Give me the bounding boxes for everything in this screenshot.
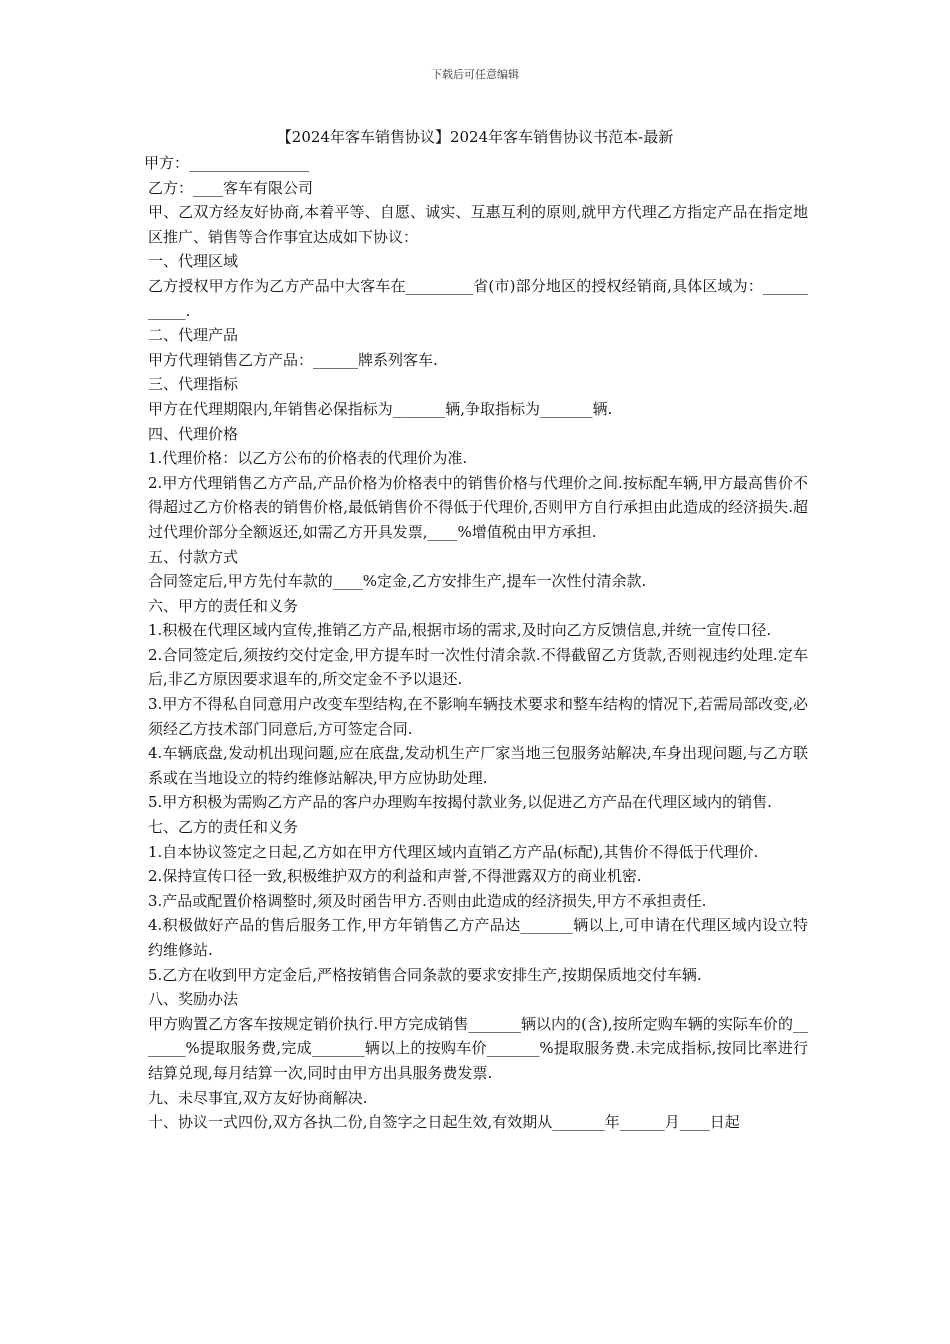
section-heading-rewards: 八、奖励办法: [148, 990, 239, 1009]
section-heading-party-b-duties: 七、乙方的责任和义务: [148, 818, 299, 837]
paragraph-party-b-duty-1: 1.自本协议签定之日起,乙方如在甲方代理区域内直销乙方产品(标配),其售价不得低于代理价.: [148, 842, 759, 861]
paragraph-agency-area: 乙方授权甲方作为乙方产品中大客车在_________省(市)部分地区的授权经销商,具体区域为：___________.: [148, 276, 808, 320]
paragraph-party-a-duty-5: 5.甲方积极为需购乙方产品的客户办理购车按揭付款业务,以促进乙方产品在代理区域内的销售.: [148, 793, 772, 812]
section-heading-agency-price: 四、代理价格: [148, 424, 239, 443]
page-header-note: 下载后可任意编辑: [431, 68, 519, 81]
paragraph-party-a-duty-1: 1.积极在代理区域内宣传,推销乙方产品,根据市场的需求,及时向乙方反馈信息,并统一宣传口径.: [148, 621, 772, 640]
document-body: [144, 151, 808, 1135]
paragraph-party-a-duty-4: 4.车辆底盘,发动机出现问题,应在底盘,发动机生产厂家当地三包服务站解决,车身出现问题,与乙方联系或在当地设立的特约维修站解决,甲方应协助处理.: [148, 744, 808, 787]
paragraph-party-b-duty-5: 5.乙方在收到甲方定金后,严格按销售合同条款的要求安排生产,按期保质地交付车辆.: [148, 965, 702, 984]
section-heading-payment: 五、付款方式: [148, 547, 239, 566]
paragraph-party-b-duty-4: 4.积极做好产品的售后服务工作,甲方年销售乙方产品达_______辆以上,可申请在代理区域内设立特约维修站.: [148, 916, 808, 959]
section-heading-agency-products: 二、代理产品: [148, 326, 239, 345]
paragraph-party-b-duty-3: 3.产品或配置价格调整时,须及时函告甲方.否则由此造成的经济损失,甲方不承担责任.: [148, 891, 707, 910]
section-heading-agency-targets: 三、代理指标: [148, 375, 239, 394]
paragraph-party-b-duty-2: 2.保持宣传口径一致,积极维护双方的利益和声誉,不得泄露双方的商业机密.: [148, 867, 642, 886]
paragraph-agency-targets: 甲方在代理期限内,年销售必保指标为_______辆,争取指标为_______辆.: [148, 399, 613, 418]
paragraph-payment: 合同签定后,甲方先付车款的____%定金,乙方安排生产,提车一次性付清余款.: [148, 572, 647, 591]
section-heading-agency-area: 一、代理区域: [148, 252, 239, 271]
document-title: 【2024年客车销售协议】2024年客车销售协议书范本-最新: [276, 128, 674, 146]
party-a-line: 甲方：________________: [144, 154, 310, 172]
preamble-paragraph: 甲、乙双方经友好协商,本着平等、自愿、诚实、互惠互利的原则,就甲方代理乙方指定产品在指定地区推广、销售等合作事宜达成如下协议：: [148, 203, 808, 246]
paragraph-agency-products: 甲方代理销售乙方产品：______牌系列客车.: [148, 350, 438, 369]
paragraph-price-1: 1.代理价格：以乙方公布的价格表的代理价为准.: [148, 449, 468, 468]
party-b-line: 乙方：____客车有限公司: [148, 178, 314, 197]
paragraph-party-a-duty-2: 2.合同签定后,须按约交付定金,甲方提车时一次性付清余款.不得截留乙方货款,否则视违约处理.定车后,非乙方原因要求退车的,所交定金不予以退还.: [148, 645, 808, 689]
paragraph-copies-and-validity: 十、协议一式四份,双方各执二份,自签字之日起生效,有效期从_______年______月____日起: [148, 1113, 740, 1132]
section-heading-party-a-duties: 六、甲方的责任和义务: [148, 596, 299, 615]
paragraph-unresolved-matters: 九、未尽事宜,双方友好协商解决.: [148, 1088, 368, 1107]
paragraph-party-a-duty-3: 3.甲方不得私自同意用户改变车型结构,在不影响车辆技术要求和整车结构的情况下,若需局部改变,必须经乙方技术部门同意后,方可签定合同.: [148, 695, 808, 738]
paragraph-price-2: 2.甲方代理销售乙方产品,产品价格为价格表中的销售价格与代理价之间.按标配车辆,甲方最高售价不得超过乙方价格表的销售价格,最低销售价不得低于代理价,否则甲方自行承担由此造成的经济损失.超过代理价部分全额返还,如需乙方开具发票,____%增值税由甲方承担.: [148, 473, 808, 541]
paragraph-rewards: 甲方购置乙方客车按规定销价执行.甲方完成销售_______辆以内的(含),按所定购车辆的实际车价的_______%提取服务费,完成_______辆以上的按购车价_______%提取服务费.未完成指标,按同比率进行结算兑现,每月结算一次,同时由甲方出具服务费发票.: [148, 1014, 808, 1082]
